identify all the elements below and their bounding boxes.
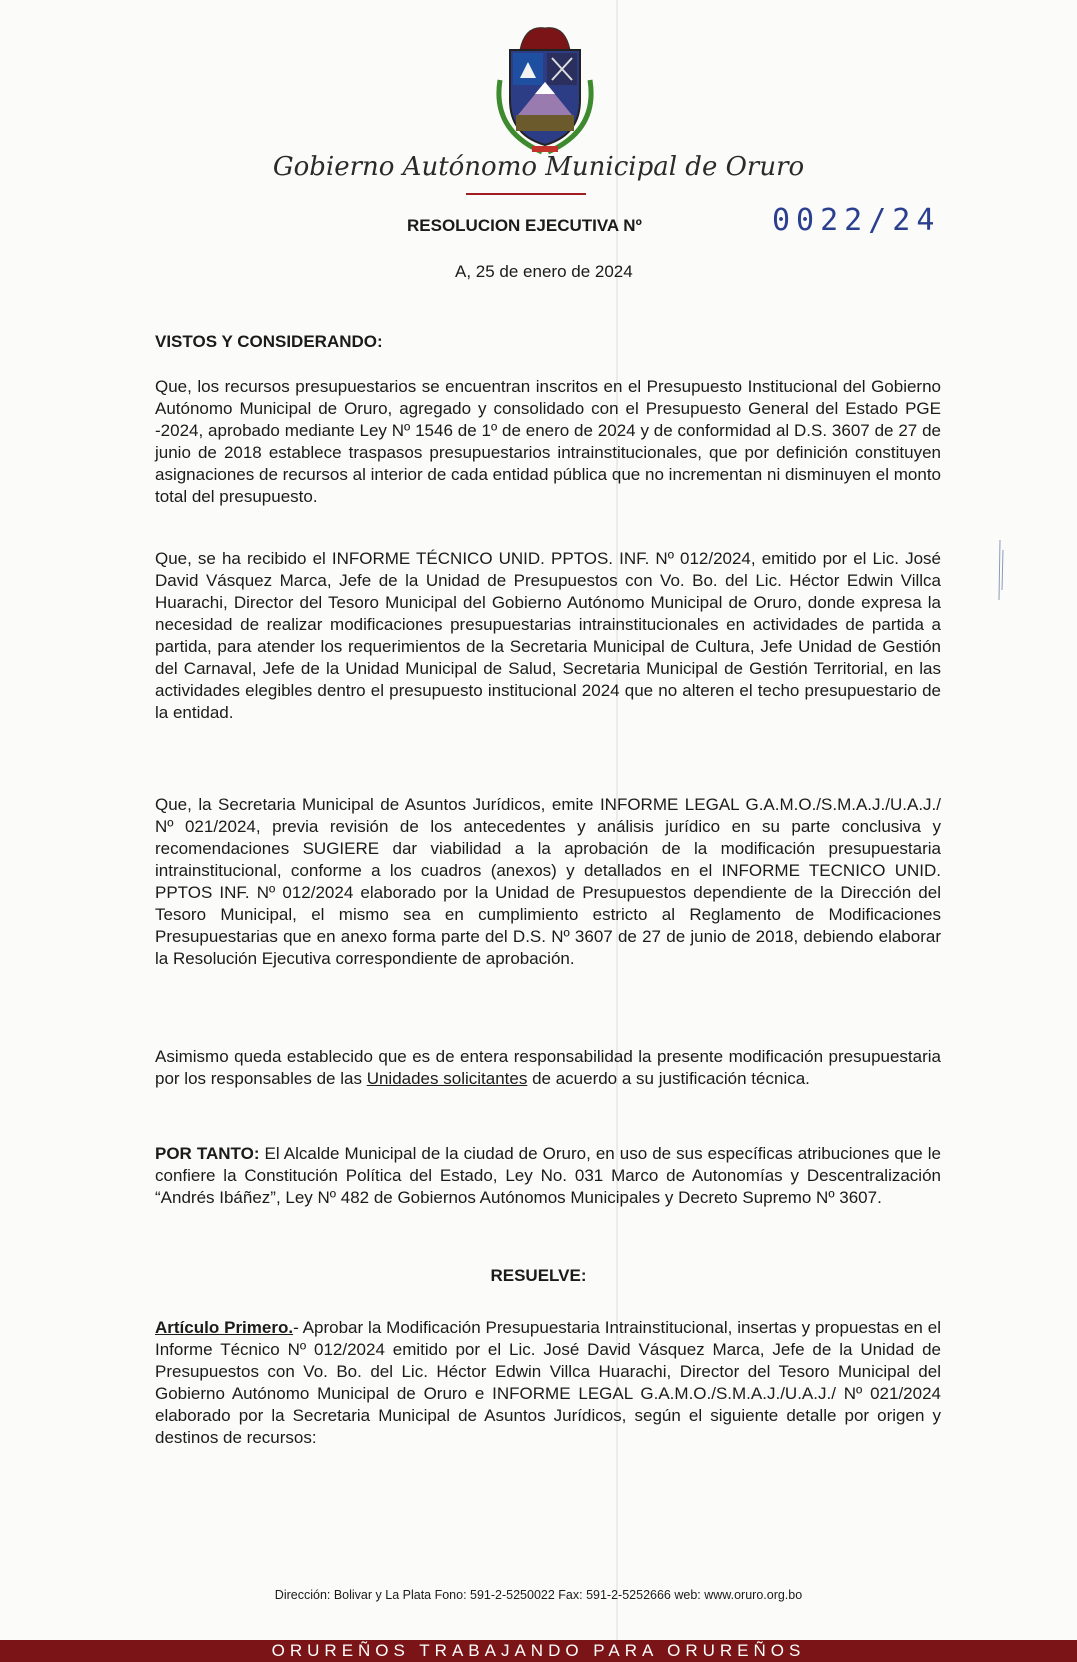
resolution-number-stamp: 0022/24: [772, 203, 941, 238]
title-underline: [466, 193, 586, 195]
paragraph-5: [155, 1143, 941, 1209]
vistos-heading: VISTOS Y CONSIDERANDO:: [155, 332, 383, 351]
paragraph-4: [155, 1046, 941, 1090]
government-name: Gobierno Autónomo Municipal de Oruro: [272, 152, 805, 182]
article-1: [155, 1317, 941, 1449]
margin-marks: [998, 540, 1004, 600]
paragraph-4-text-b: de acuerdo a su justificación técnica.: [527, 1069, 810, 1088]
coat-of-arms-icon: [480, 20, 610, 160]
por-tanto-text: El Alcalde Municipal de la ciudad de Oruro, en uso de sus específicas atribuciones que le confiere la Constitución Política del Estado, Ley No. 031 Marco de Autonomías y Descentralización “Andrés Ibáñez”, Ley Nº 482 de Gobiernos Autónomos Municipales y Decreto Supremo Nº 3607.: [155, 1144, 942, 1207]
paragraph-2: Que, se ha recibido el INFORME TÉCNICO UNID. PPTOS. INF. Nº 012/2024, emitido por el Lic. José David Vásquez Marca, Jefe de la Unidad de Presupuestos con Vo. Bo. del Lic. Héctor Edwin Villca Huarachi, Director del Tesoro Municipal del Gobierno Autónomo Municipal de Oruro, donde expresa la necesidad de realizar modificaciones presupuestarias intrainstitucionales en actividades de partida a partida, para atender los requerimientos de la Secretaria Municipal de Cultura, Jefe Unidad de Gestión del Carnaval, Jefe de la Unidad Municipal de Salud, Secretaria Municipal de Gestión Territorial, en las actividades elegibles dentro el presupuesto institucional 2024 que no alteren el techo presupuestario de la entidad.: [155, 549, 941, 722]
paragraph-3: Que, la Secretaria Municipal de Asuntos Jurídicos, emite INFORME LEGAL G.A.M.O./S.M.A.J./U.A.J./ Nº 021/2024, previa revisión de los antecedentes y análisis jurídico en su parte conclusiva y recomendaciones SUGIERE dar viabilidad a la aprobación de la modificación presupuestaria intrainstitucional, conforme a los cuadros (anexos) y detallados en el INFORME TECNICO UNID. PPTOS INF. Nº 012/2024 elaborado por la Unidad de Presupuestos dependiente de la Dirección del Tesoro Municipal, el mismo sea en cumplimiento estricto al Reglamento de Modificaciones Presupuestarias que en anexo forma parte del D.S. Nº 3607 de 27 de junio de 2018, debiendo elaborar la Resolución Ejecutiva correspondiente de aprobación.: [155, 795, 941, 968]
resolution-date: A, 25 de enero de 2024: [455, 262, 633, 281]
resuelve-heading: RESUELVE:: [490, 1266, 587, 1285]
footer-address: Dirección: Bolivar y La Plata Fono: 591-2-5250022 Fax: 591-2-5252666 web: www.oruro.org.bo: [274, 1588, 803, 1602]
footer-slogan: ORUREÑOS TRABAJANDO PARA ORUREÑOS: [0, 1640, 1077, 1662]
paragraph-1: Que, los recursos presupuestarios se encuentran inscritos en el Presupuesto Institucional del Gobierno Autónomo Municipal de Oruro, agregado y consolidado con el Presupuesto General del Estado PGE -2024, aprobado mediante Ley Nº 1546 de 1º de enero de 2024 y de conformidad al D.S. 3607 de 27 de junio de 2018 establece traspasos presupuestarios intrainstitucionales, que por definición constituyen asignaciones de recursos al interior de cada entidad pública que no incrementan ni disminuyen el monto total del presupuesto.: [155, 377, 941, 506]
paragraph-4-text-a: Asimismo queda establecido que es de entera responsabilidad la presente modificación presupuestaria por los responsables de las: [155, 1047, 941, 1088]
paragraph-4-underlined: Unidades solicitantes: [366, 1069, 528, 1088]
article-1-text: - Aprobar la Modificación Presupuestaria Intrainstitucional, insertas y propuestas en el Informe Técnico Nº 012/2024 emitido por el Lic. José David Vásquez Marca, Jefe de la Unidad de Presupuestos con Vo. Bo. del Lic. Héctor Edwin Villca Huarachi, Director del Tesoro Municipal del Gobierno Autónomo Municipal de Oruro e INFORME LEGAL G.A.M.O./S.M.A.J./U.A.J./ Nº 021/2024 elaborado por la Secretaria Municipal de Asuntos Jurídicos, según el siguiente detalle por origen y destinos de recursos:: [155, 1318, 941, 1447]
resolution-title: RESOLUCION EJECUTIVA Nº: [407, 216, 642, 235]
por-tanto-lead: POR TANTO:: [155, 1144, 260, 1163]
article-1-lead: Artículo Primero.: [155, 1318, 294, 1337]
